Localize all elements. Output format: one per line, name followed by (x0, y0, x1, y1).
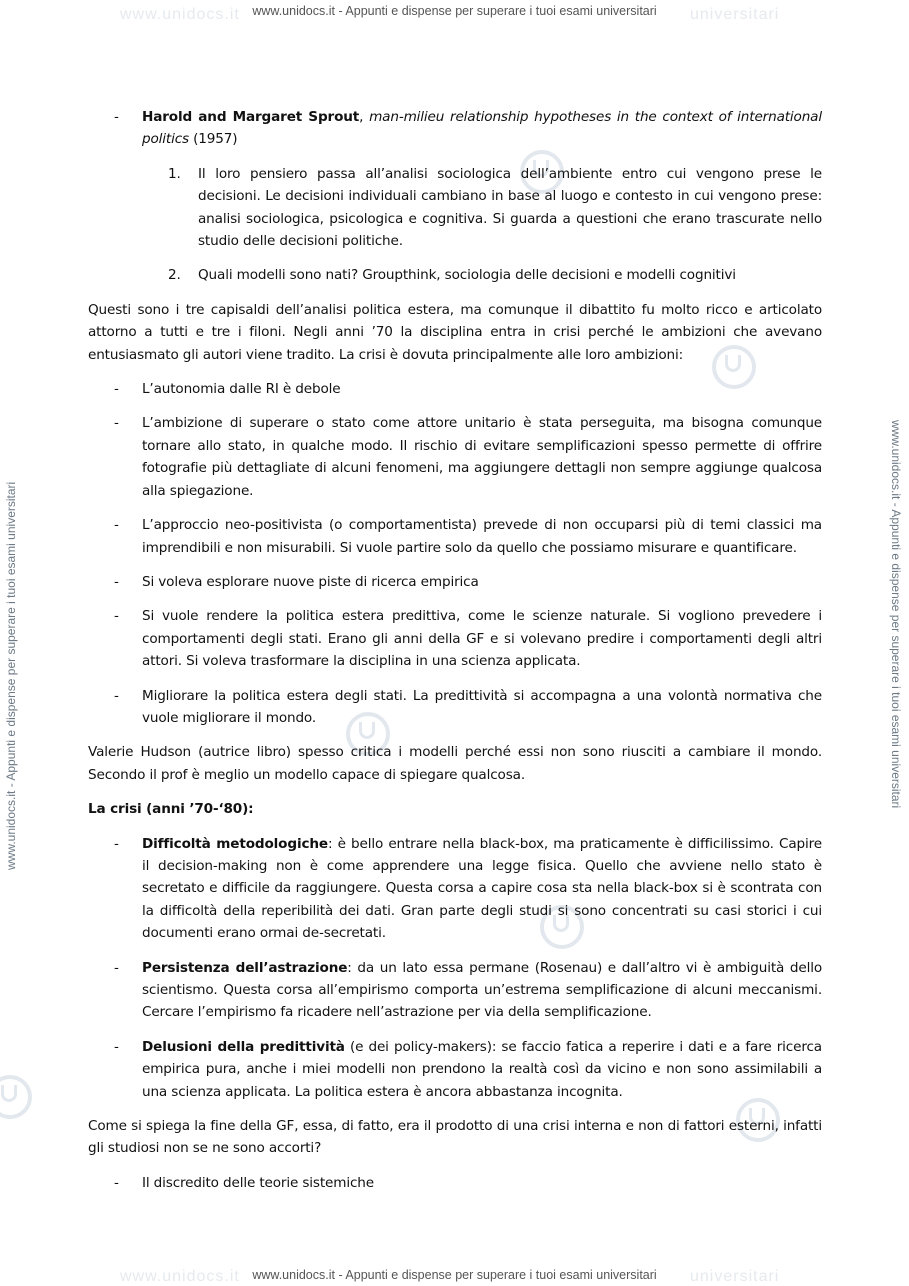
footer-ghost-right: universitari (690, 1268, 780, 1285)
dash-marker: - (114, 381, 119, 398)
header-watermark[interactable]: www.unidocs.it - Appunti e dispense per superare i tuoi esami universitari (252, 4, 657, 18)
crisis-text: : da un lato essa permane (Rosenau) e dall’altro vi è ambiguità dello scientismo. Questa corsa all’empirismo comporta un’estrema semplificazione di alcuni meccanismi. Cercare l’empirismo fa ricadere nell’astrazione per via della semplificazione. (142, 959, 822, 1021)
paragraph-fine-gf: Come si spiega la fine della GF, essa, di fatto, era il prodotto di una crisi interna e non di fattori esterni, infatti gli studiosi non se ne sono accorti? (88, 1118, 822, 1157)
ambition-item (88, 605, 822, 672)
dash-marker: - (114, 415, 119, 432)
final-text: Il discredito delle teorie sistemiche (142, 1174, 374, 1191)
ambition-text: Si voleva esplorare nuove piste di ricerca empirica (142, 573, 479, 590)
crisis-text: : è bello entrare nella black-box, ma praticamente è difficilissimo. Capire il decision-making non è come apprendere una legge fisica. Quello che avviene nello stato è secretato e difficile da raggiungere. Questa corsa a capire cosa sta nella black-box si è scontrata con la difficoltà della reperibilità dei dati. Gran parte degli studi si sono concentrati su casi storici i cui documenti erano ormai de-secretati. (142, 835, 822, 942)
item-text: Il loro pensiero passa all’analisi sociologica dell’ambiente entro cui vengono prese le decisioni. Le decisioni individuali cambiano in base al luogo e contesto in cui vengono prese: analisi sociologica, psicologica e cognitiva. Si guarda a questioni che erano trascurate nello studio delle decisioni politiche. (198, 165, 822, 250)
crisis-item (88, 1036, 822, 1103)
document-body (88, 106, 822, 1206)
crisis-heading (88, 798, 822, 820)
ambition-item (88, 412, 822, 502)
footer-ghost-left: www.unidocs.it (120, 1268, 240, 1285)
side-watermark-right: www.unidocs.it - Appunti e dispense per superare i tuoi esami universitari (889, 420, 903, 809)
ambition-item (88, 685, 822, 730)
crisis-term: Delusioni della predittività (142, 1038, 345, 1055)
ambition-item (88, 514, 822, 559)
dash-marker: - (114, 835, 119, 852)
watermark-ghost-left: www.unidocs.it (120, 6, 240, 23)
side-watermark-left: www.unidocs.it - Appunti e dispense per superare i tuoi esami universitari (4, 481, 18, 870)
paragraph-capisaldi: Questi sono i tre capisaldi dell’analisi politica estera, ma comunque il dibattito fu molto ricco e articolato attorno a tutti e tre i filoni. Negli anni ’70 la disciplina entra in crisi perché le ambizioni che avevano entusiasmato gli autori viene tradito. La crisi è dovuta principalmente alle loro ambizioni: (88, 301, 822, 363)
crisis-item (88, 833, 822, 945)
ambition-item (88, 378, 822, 400)
dash-marker: - (114, 1174, 119, 1191)
dash-marker: - (114, 608, 119, 625)
numbered-item (88, 163, 822, 253)
sprout-authors: Harold and Margaret Sprout (142, 109, 360, 125)
dash-marker: - (114, 573, 119, 590)
sprout-entry (88, 106, 822, 151)
ambition-text: L’approccio neo-positivista (o comportamentista) prevede di non occuparsi più di temi classici ma imprendibili e non misurabili. Si vuole partire solo da quello che possiamo misurare e quantificare. (142, 517, 822, 556)
sprout-year: (1957) (188, 131, 238, 148)
crisis-heading-text: La crisi (anni ’70-‘80): (88, 801, 254, 818)
numbered-item (88, 264, 822, 286)
sprout-title: man-milieu relationship hypotheses in the context of international politics (142, 109, 822, 148)
dash-marker: - (114, 109, 119, 125)
dash-marker: - (114, 1038, 119, 1055)
footer-watermark[interactable]: www.unidocs.it - Appunti e dispense per superare i tuoi esami universitari (252, 1268, 657, 1282)
item-number: 1. (168, 165, 181, 182)
item-number: 2. (168, 267, 181, 284)
crisis-text: (e dei policy-makers): se faccio fatica a reperire i dati e a fare ricerca empirica pura, anche i miei modelli non prendono la realtà così da vicino e non sono assimilabili a una scienza applicata. La politica estera è ancora abbastanza incognita. (142, 1038, 822, 1100)
unidocs-logo-icon (0, 1075, 32, 1119)
dash-marker: - (114, 517, 119, 534)
paragraph-hudson: Valerie Hudson (autrice libro) spesso critica i modelli perché essi non sono riusciti a cambiare il mondo. Secondo il prof è meglio un modello capace di spiegare qualcosa. (88, 744, 822, 783)
dash-marker: - (114, 687, 119, 704)
ambition-text: Si vuole rendere la politica estera predittiva, come le scienze naturale. Si vogliono prevedere i comportamenti degli stati. Erano gli anni della GF e si volevano predire i comportamenti degli altri attori. Si voleva trasformare la disciplina in una scienza applicata. (142, 608, 822, 670)
watermark-ghost-right: universitari (690, 6, 780, 23)
ambition-text: L’ambizione di superare o stato come attore unitario è stata perseguita, ma bisogna comunque tornare allo stato, in qualche modo. Il rischio di evitare semplificazioni spesso permette di offrire fotografie più dettagliate di alcuni fenomeni, ma aggiungere dettagli non sempre aggiunge qualcosa alla spiegazione. (142, 415, 822, 499)
ambition-item (88, 571, 822, 593)
crisis-term: Persistenza dell’astrazione (142, 959, 348, 976)
crisis-term: Difficoltà metodologiche (142, 835, 328, 852)
dash-marker: - (114, 959, 119, 976)
ambition-text: L’autonomia dalle RI è debole (142, 381, 341, 398)
ambition-text: Migliorare la politica estera degli stati. La predittività si accompagna a una volontà normativa che vuole migliorare il mondo. (142, 687, 822, 726)
crisis-item (88, 957, 822, 1024)
final-item (88, 1172, 822, 1194)
item-text: Quali modelli sono nati? Groupthink, sociologia delle decisioni e modelli cognitivi (198, 267, 736, 284)
sprout-separator: , (359, 109, 370, 125)
